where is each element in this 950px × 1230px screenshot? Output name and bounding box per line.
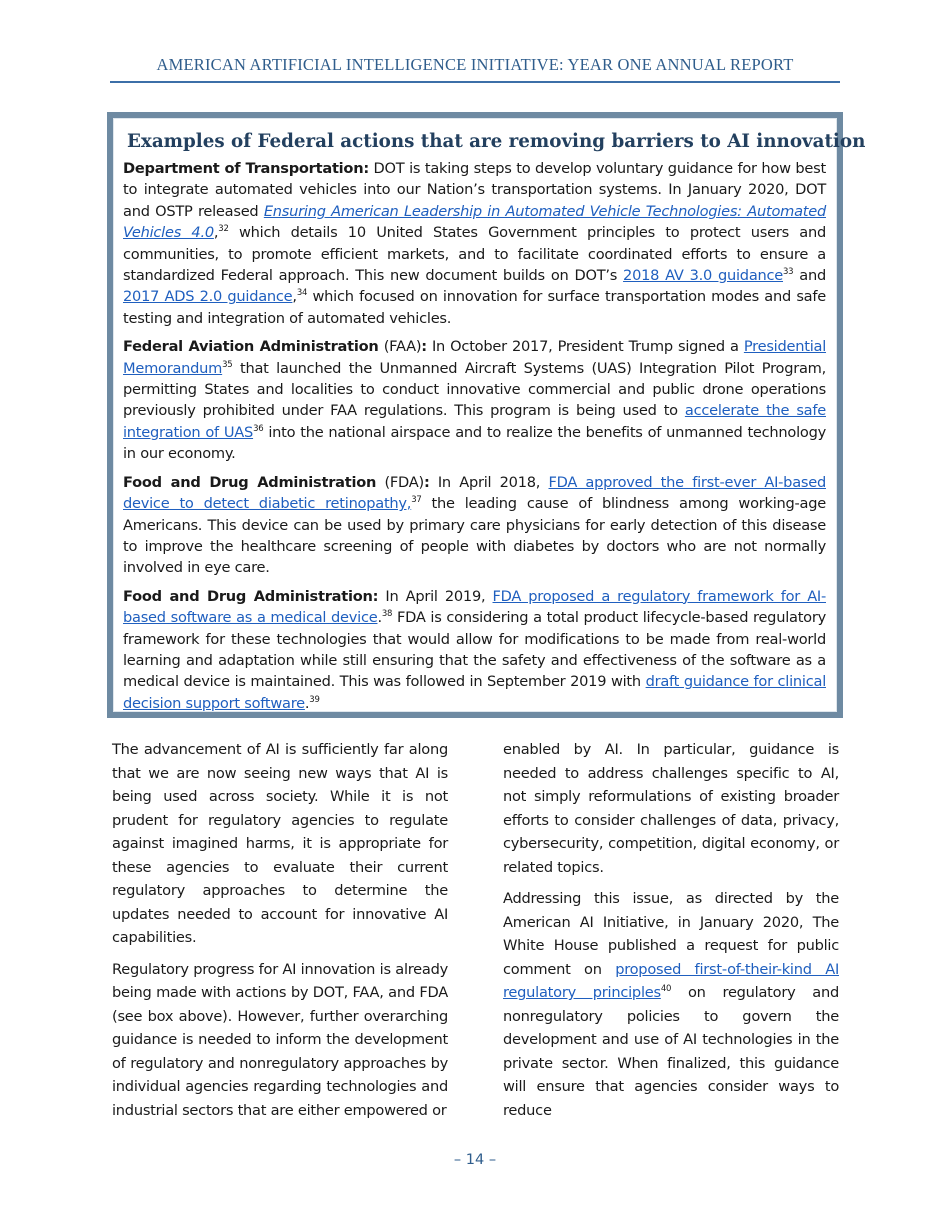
left-column (112, 738, 448, 1130)
fda-retinopathy-link[interactable]: FDA approved the first-ever AI-based device to detect diabetic retinopathy, (123, 473, 826, 513)
footnote-ref: 34 (296, 288, 308, 299)
fda-2018-paragraph: Food and Drug Administration (FDA): In April 2018, FDA approved the first-ever AI-based device to detect diabetic retinopathy,$^{37}$ the leading cause of blindness among working-age Americans. This device can be used by primary care physicians for early detection of this disease to improve the healthcare screening of people with diabetes by doctors who are not normally involved in eye care. (123, 473, 826, 577)
body-paragraph: Regulatory progress for AI innovation is already being made with actions by DOT, FAA, and FDA (see box above). However, further overarching guidance is needed to inform the development of regulatory and nonregulatory approaches by individual agencies regarding technologies and industrial sectors that are either empowered or (112, 960, 448, 1119)
faa-label: Federal Aviation Administration (123, 338, 379, 356)
fda-label: Food and Drug Administration: (123, 587, 379, 605)
page-number: – 14 – (453, 1152, 497, 1168)
faa-paragraph: Federal Aviation Administration (FAA): In October 2017, President Trump signed a Presidential Memorandum$^{35}$ that launched the Unmanned Aircraft Systems (UAS) Integration Pilot Program, permitting States and localities to conduct innovative commercial and public drone operations previously prohibited under FAA regulations. This program is being used to accelerate the safe integration of UAS$^{36}$ into the national airspace and to realize the benefits of unmanned technology in our economy. (123, 338, 827, 463)
footnote-ref: 39 (309, 694, 320, 705)
av3-guidance-link[interactable]: 2018 AV 3.0 guidance (623, 267, 784, 285)
footnote-ref: 33 (783, 267, 794, 278)
footnote-ref: 40 (660, 984, 672, 994)
body-paragraph: The advancement of AI is sufficiently far along that we are now seeing new ways that AI is being used across society. While it is not prudent for regulatory agencies to regulate against imagined harms, it is appropriate for these agencies to evaluate their current regulatory approaches to determine the updates needed to account for innovative AI capabilities. (112, 741, 448, 946)
footnote-ref: 37 (411, 495, 422, 506)
ads2-guidance-link[interactable]: 2017 ADS 2.0 guidance (123, 288, 293, 306)
dot-paragraph: Department of Transportation: DOT is taking steps to develop voluntary guidance for how best to integrate automated vehicles into our Nation’s transportation systems. In January 2020, DOT and OSTP released Ensuring American Leadership in Automated Vehicle Technologies: Automated Vehicles 4.0,32 which details 10 United States Government principles to protect users and communities, to promote efficient markets, and to facilitate coordinated efforts to ensure a standardized Federal approach. This new document builds on DOT’s 2018 AV 3.0 guidance$^{33}$ and 2017 ADS 2.0 guidance,$^{34}$ which focused on innovation for surface transportation modes and safe testing and integration of automated vehicles. (123, 160, 826, 327)
callout-box-title: Examples of Federal actions that are removing barriers to AI innovation (127, 131, 866, 152)
running-header: AMERICAN ARTIFICIAL INTELLIGENCE INITIATIVE: YEAR ONE ANNUAL REPORT (110, 55, 840, 83)
uas-integration-link[interactable]: accelerate the safe integration of UAS (123, 402, 826, 441)
av4-link[interactable]: Ensuring American Leadership in Automated Vehicle Technologies: Automated Vehicles 4.0 (123, 202, 826, 242)
ai-regulatory-principles-link[interactable]: proposed first-of-their-kind AI regulatory principles (503, 960, 839, 1001)
dot-label: Department of Transportation: (123, 160, 369, 177)
presidential-memorandum-link[interactable]: Presidential Memorandum (123, 338, 827, 377)
body-paragraph: enabled by AI. In particular, guidance is needed to address challenges specific to AI, not simply reformulations of existing broader efforts to consider challenges of data, privacy, cybersecurity, competition, digital economy, or related topics. (503, 741, 839, 876)
fda-samd-framework-link[interactable]: FDA proposed a regulatory framework for AI-based software as a medical device (123, 587, 826, 627)
callout-box-content (113, 118, 866, 712)
footnote-ref: 35 (222, 359, 233, 370)
footnote-ref: 36 (253, 423, 264, 434)
examples-callout-box (107, 112, 866, 718)
body-paragraph: Addressing this issue, as directed by the American AI Initiative, in January 2020, The White House published a request for public comment on proposed first-of-their-kind AI regulatory principles$^{40}$ on regulatory and nonregulatory policies to govern the development and use of AI technologies in the private sector. When finalized, this guidance will ensure that agencies consider ways to reduce (503, 890, 840, 1119)
right-column (503, 738, 839, 1130)
cds-guidance-link[interactable]: draft guidance for clinical decision support software (123, 673, 826, 712)
footnote-ref: 38 (381, 609, 393, 620)
fda-label: Food and Drug Administration (123, 473, 377, 491)
footnote-ref: 32 (218, 224, 229, 235)
fda-2019-paragraph: Food and Drug Administration: In April 2019, FDA proposed a regulatory framework for AI-based software as a medical device.$^{38}$ FDA is considering a total product lifecycle-based regulatory framework for these technologies that would allow for modifications to be made from real-world learning and adaptation while still ensuring that the safety and effectiveness of the software as a medical device is maintained. This was followed in September 2019 with draft guidance for clinical decision support software.$^{39}$ (123, 587, 826, 712)
